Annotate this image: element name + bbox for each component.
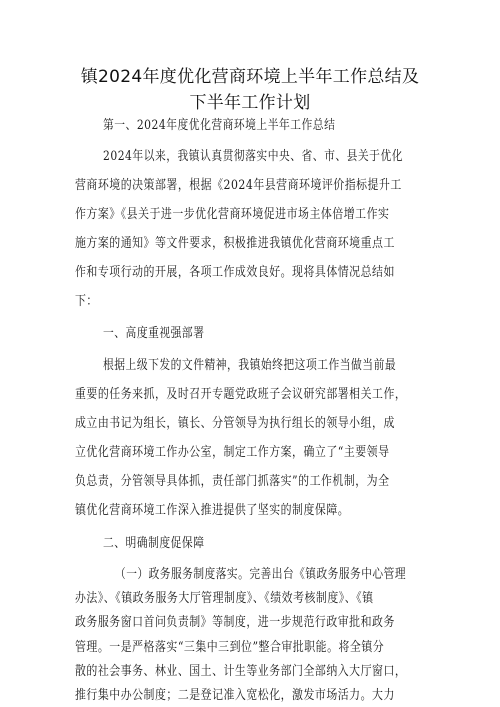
paragraph-line: （一）政务服务制度落实。完善出台《镇政务服务中心管理 <box>115 567 407 582</box>
heading-1: 一、高度重视强部署 <box>103 326 205 341</box>
intro-line: 作和专项行动的开展，各项工作成效良好。现将具体情况总结如 <box>75 265 395 280</box>
intro-line: 作方案》《县关于进一步优化营商环境促进市场主体倍增工作实 <box>75 207 390 222</box>
document-title-line-2: 下半年工作计划 <box>189 93 311 113</box>
intro-line: 施方案的通知》等文件要求，积极推进我镇优化营商环境重点工 <box>75 236 395 251</box>
paragraph-line: 管理。一是严格落实“三集中三到位”整合审批职能。将全镇分 <box>75 640 385 655</box>
document-title-line-1: 镇2024年度优化营商环境上半年工作总结及 <box>80 67 420 87</box>
paragraph-line: 镇优化营商环境工作深入推进提供了坚实的制度保障。 <box>75 503 350 518</box>
heading-2: 二、明确制度促保障 <box>103 536 205 551</box>
intro-line: 下： <box>75 294 98 309</box>
paragraph-line: 推行集中办公制度；二是登记准入宽松化，激发市场活力。大力 <box>75 688 395 703</box>
intro-line: 2024年以来，我镇认真贯彻落实中央、省、市、县关于优化 <box>103 149 404 164</box>
paragraph-line: 立优化营商环境工作办公室，制定工作方案，确立了“主要领导 <box>75 445 390 460</box>
paragraph-line: 重要的任务来抓，及时召开专题党政班子会议研究部署相关工作， <box>75 387 407 402</box>
paragraph-line: 政务服务窗口首问负责制》等制度，进一步规范行政审批和政务 <box>75 615 395 630</box>
paragraph-line: 办法》、《镇政务服务大厅管理制度》、《绩效考核制度》、《镇 <box>75 591 374 606</box>
intro-line: 营商环境的决策部署，根据《2024年县营商环境评价指标提升工 <box>75 178 402 193</box>
paragraph-line: 散的社会事务、林业、国土、计生等业务部门全部纳入大厅窗口， <box>75 664 407 679</box>
paragraph-line: 成立由书记为组长，镇长、分管领导为执行组长的领导小组，成 <box>75 416 395 431</box>
section-heading: 第一、2024年度优化营商环境上半年工作总结 <box>103 118 336 133</box>
paragraph-line: 根据上级下发的文件精神，我镇始终把这项工作当做当前最 <box>103 358 397 373</box>
paragraph-line: 负总责，分管领导具体抓，责任部门抓落实”的工作机制，为全 <box>75 474 390 489</box>
